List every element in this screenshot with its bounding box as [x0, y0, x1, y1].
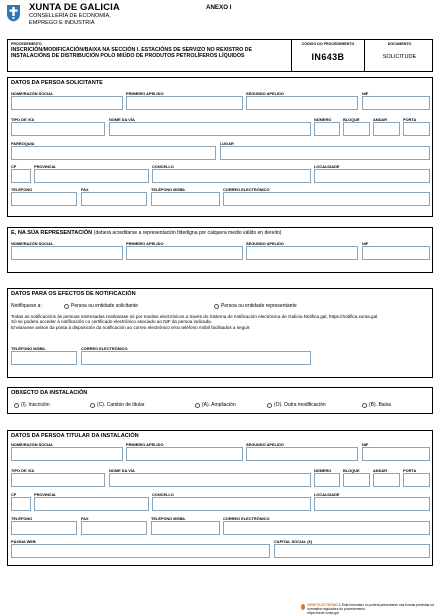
- representation-note: (deberá acreditarse a representación fidedigna por calquera medio válido en dereito): [93, 230, 282, 236]
- applicant-surname1-field: PRIMEIRO APELIDO: [126, 91, 243, 110]
- owner-capital-input[interactable]: [274, 544, 430, 558]
- owner-capital-field: CAPITAL SOCIAL (€): [274, 539, 430, 558]
- owner-road-name-field: NOME DA VÍA: [109, 468, 311, 487]
- owner-email-input[interactable]: [223, 521, 430, 535]
- rep-name-field: NOME/RAZÓN SOCIAL: [11, 241, 123, 260]
- owner-surname2-input[interactable]: [246, 447, 358, 461]
- owner-surname2-field: SEGUNDO APELIDO: [246, 442, 358, 461]
- document-type: SOLICITUDE: [382, 54, 417, 60]
- owner-road-type-input[interactable]: [11, 473, 105, 487]
- department-line-2: EMPREGO E INDUSTRIA: [29, 19, 95, 26]
- procedure-cell: [8, 40, 291, 71]
- procedure-title: INSCRICIÓN/MODIFICACIÓN/BAIXA NA SECCIÓN I. ESTACIÓNS DE SERVIZO NO REXISTRO DE INSTALACIÓNS DE DISTRIBUCIÓN POLO MIÚDO DE PRODUTOS PETROLÍFEROS LÍQUIDOS: [11, 47, 253, 60]
- owner-floor-input[interactable]: [373, 473, 400, 487]
- applicant-road-name-field: NOME DA VÍA: [109, 117, 311, 136]
- document-cell: [364, 40, 434, 71]
- applicant-number-field: NÚMERO: [314, 117, 340, 136]
- applicant-section: [7, 77, 433, 217]
- procedure-label: PROCEDEMENTO: [11, 42, 42, 46]
- owner-phone-input[interactable]: [11, 521, 77, 535]
- owner-road-type-field: TIPO DE VÍA: [11, 468, 105, 487]
- organization-block: [29, 3, 120, 27]
- rep-nif-input[interactable]: [362, 246, 430, 260]
- installation-object-section: [7, 387, 433, 414]
- applicant-section-title: DATOS DA PERSOA SOLICITANTE: [11, 80, 103, 86]
- object-extension-radio[interactable]: [195, 403, 200, 408]
- representation-section: [7, 227, 433, 273]
- notification-text: [11, 314, 429, 330]
- notify-representative-radio[interactable]: [214, 304, 219, 309]
- notification-section-title: DATOS PARA OS EFECTOS DE NOTIFICACIÓN: [11, 291, 136, 297]
- owner-road-name-input[interactable]: [109, 473, 311, 487]
- object-modification-radio[interactable]: [267, 403, 272, 408]
- notify-mobile-input[interactable]: [11, 351, 77, 365]
- applicant-door-field: PORTA: [403, 117, 430, 136]
- applicant-name-field: NOME/RAZÓN SOCIAL: [11, 91, 123, 110]
- notify-label: Notifíquese a:: [11, 303, 42, 309]
- owner-block-field: BLOQUE: [343, 468, 370, 487]
- object-modification-option[interactable]: (O). Outra modificación: [267, 402, 326, 408]
- procedure-header: [7, 39, 433, 72]
- owner-mobile-field: TELÉFONO MÓBIL: [151, 516, 220, 535]
- owner-province-field: PROVINCIA: [34, 492, 149, 511]
- brand-name: XUNTA DE GALICIA: [29, 2, 120, 13]
- applicant-email-field: CORREO ELECTRÓNICO: [223, 187, 430, 206]
- owner-section: [7, 430, 433, 566]
- rep-surname2-input[interactable]: [246, 246, 358, 260]
- owner-door-input[interactable]: [403, 473, 430, 487]
- object-inscription-option[interactable]: (I). Inscrición: [14, 402, 50, 408]
- object-inscription-radio[interactable]: [14, 403, 19, 408]
- notification-text-1: Todas as notificacións ás persoas interesadas realizarase só por medios electrónicos a través do Sistema de notificación electrónica de Galicia-Notifica.gal, https://notifica.xunta.gal.: [11, 314, 379, 319]
- object-extension-option[interactable]: (A). Ampliación: [195, 402, 236, 408]
- owner-council-input[interactable]: [152, 497, 311, 511]
- notify-email-field: CORREO ELECTRÓNICO: [81, 346, 311, 365]
- object-owner-change-radio[interactable]: [90, 403, 95, 408]
- notification-text-2: Só se poderá acceder á notificación co certificado electrónico asociado ao NIF da persoa indicada.: [11, 319, 212, 325]
- sede-icon: [301, 604, 305, 610]
- applicant-name-input[interactable]: [11, 96, 123, 110]
- applicant-province-input[interactable]: [34, 169, 149, 183]
- owner-name-field: NOME/RAZÓN SOCIAL: [11, 442, 123, 461]
- owner-door-field: PORTA: [403, 468, 430, 487]
- sede-label: SEDE ELECTRÓNICA: [307, 603, 341, 607]
- notify-applicant-radio[interactable]: [64, 304, 69, 309]
- applicant-number-input[interactable]: [314, 122, 340, 136]
- rep-name-input[interactable]: [11, 246, 123, 260]
- owner-surname1-field: PRIMEIRO APELIDO: [126, 442, 243, 461]
- owner-mobile-input[interactable]: [151, 521, 220, 535]
- owner-website-input[interactable]: [11, 544, 270, 558]
- procedure-code-cell: [291, 40, 364, 71]
- applicant-road-type-field: TIPO DE VÍA: [11, 117, 105, 136]
- applicant-postcode-input[interactable]: [11, 169, 31, 183]
- department-line-1: CONSELLERÍA DE ECONOMÍA,: [29, 13, 111, 19]
- owner-name-input[interactable]: [11, 447, 123, 461]
- applicant-surname2-field: SEGUNDO APELIDO: [246, 91, 358, 110]
- object-removal-option[interactable]: (B). Baixa: [362, 402, 391, 408]
- applicant-surname2-input[interactable]: [246, 96, 358, 110]
- procedure-code: IN643B: [311, 52, 345, 62]
- applicant-block-input[interactable]: [343, 122, 370, 136]
- owner-nif-input[interactable]: [362, 447, 430, 461]
- notification-section: [7, 288, 433, 378]
- procedure-code-label: CÓDIGO DO PROCEDEMENTO: [301, 42, 355, 46]
- object-removal-radio[interactable]: [362, 403, 367, 408]
- footer-line-1: Este formulario só poderá presentarse nas formas previstas na normativa reguladora do procedemento: [307, 603, 434, 611]
- footer: [301, 603, 439, 615]
- applicant-locality-input[interactable]: [314, 169, 430, 183]
- applicant-phone-input[interactable]: [11, 192, 77, 206]
- xunta-coat-of-arms-logo: [6, 4, 21, 22]
- owner-email-field: CORREO ELECTRÓNICO: [223, 516, 430, 535]
- owner-fax-input[interactable]: [81, 521, 147, 535]
- applicant-door-input[interactable]: [403, 122, 430, 136]
- owner-number-field: NÚMERO: [314, 468, 340, 487]
- applicant-postcode-field: CP: [11, 164, 31, 183]
- notify-applicant-option[interactable]: Persoa ou entidade solicitante: [64, 303, 138, 309]
- rep-surname1-input[interactable]: [126, 246, 243, 260]
- applicant-road-name-input[interactable]: [109, 122, 311, 136]
- owner-locality-input[interactable]: [314, 497, 430, 511]
- owner-province-input[interactable]: [34, 497, 149, 511]
- annex-label: ANEXO I: [206, 4, 232, 11]
- rep-surname2-field: SEGUNDO APELIDO: [246, 241, 358, 260]
- applicant-email-input[interactable]: [223, 192, 430, 206]
- owner-number-input[interactable]: [314, 473, 340, 487]
- applicant-fax-field: FAX: [81, 187, 147, 206]
- notify-email-input[interactable]: [81, 351, 311, 365]
- installation-object-title: OBXECTO DA INSTALACIÓN: [11, 390, 88, 396]
- rep-nif-field: NIF: [362, 241, 430, 260]
- applicant-floor-field: ANDAR: [373, 117, 400, 136]
- applicant-place-input[interactable]: [220, 146, 430, 160]
- applicant-floor-input[interactable]: [373, 122, 400, 136]
- rep-surname1-field: PRIMEIRO APELIDO: [126, 241, 243, 260]
- notify-representative-option[interactable]: Persoa ou entidade representante: [214, 303, 297, 309]
- notification-text-3: Enviaranse avisos da posta á disposición da notificación ao correo electrónico e/ou teléfono móbil facilitados a seguir:: [11, 324, 251, 330]
- owner-section-title: DATOS DA PERSOA TITULAR DA INSTALACIÓN: [11, 433, 139, 439]
- notify-mobile-field: TELÉFONO MÓBIL: [11, 346, 77, 365]
- document-label: DOCUMENTO: [387, 42, 412, 46]
- owner-phone-field: TELÉFONO: [11, 516, 77, 535]
- owner-floor-field: ANDAR: [373, 468, 400, 487]
- owner-postcode-input[interactable]: [11, 497, 31, 511]
- applicant-nif-field: NIF: [362, 91, 430, 110]
- applicant-council-input[interactable]: [152, 169, 311, 183]
- applicant-fax-input[interactable]: [81, 192, 147, 206]
- applicant-block-field: BLOQUE: [343, 117, 370, 136]
- footer-line-2: https://sede.xunta.gal: [307, 611, 339, 615]
- applicant-locality-field: LOCALIDADE: [314, 164, 430, 183]
- applicant-mobile-input[interactable]: [151, 192, 220, 206]
- applicant-place-field: LUGAR: [220, 141, 430, 160]
- owner-nif-field: NIF: [362, 442, 430, 461]
- owner-council-field: CONCELLO: [152, 492, 311, 511]
- owner-locality-field: LOCALIDADE: [314, 492, 430, 511]
- owner-website-field: PÁXINA WEB: [11, 539, 270, 558]
- applicant-parish-field: PARROQUIA: [11, 141, 216, 160]
- applicant-parish-input[interactable]: [11, 146, 216, 160]
- applicant-mobile-field: TELÉFONO MÓBIL: [151, 187, 220, 206]
- applicant-council-field: CONCELLO: [152, 164, 311, 183]
- object-owner-change-option[interactable]: (C). Cambio de titular: [90, 402, 145, 408]
- owner-surname1-input[interactable]: [126, 447, 243, 461]
- applicant-nif-input[interactable]: [362, 96, 430, 110]
- representation-section-title: E, NA SÚA REPRESENTACIÓN (deberá acreditarse a representación fidedigna por calquera medio válido en dereito): [11, 230, 282, 236]
- owner-block-input[interactable]: [343, 473, 370, 487]
- applicant-surname1-input[interactable]: [126, 96, 243, 110]
- applicant-road-type-input[interactable]: [11, 122, 105, 136]
- applicant-province-field: PROVINCIA: [34, 164, 149, 183]
- applicant-phone-field: TELÉFONO: [11, 187, 77, 206]
- owner-fax-field: FAX: [81, 516, 147, 535]
- owner-postcode-field: CP: [11, 492, 31, 511]
